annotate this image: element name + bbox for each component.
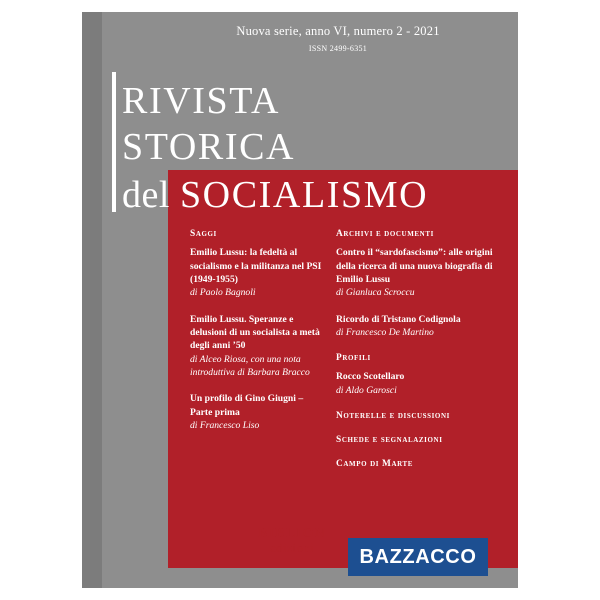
publisher-logo	[232, 526, 352, 555]
list-item	[190, 246, 322, 299]
masthead-del: del	[122, 174, 180, 216]
section-heading-schede: Schede e segnalazioni	[336, 435, 443, 446]
masthead	[122, 78, 522, 218]
entry-title: Rocco Scotellaro	[336, 371, 405, 383]
list-item	[336, 370, 496, 397]
contents-left-column	[190, 228, 322, 445]
cover-left-strip	[82, 12, 102, 588]
contents-right-column	[336, 228, 496, 483]
bazzacco-label: BAZZACCO	[359, 545, 477, 568]
section-heading-campo-di-marte: Campo di Marte	[336, 459, 414, 470]
publisher-subtitle: edizioni	[270, 541, 314, 555]
list-item	[190, 392, 322, 432]
section-heading-archivi: Archivi e documenti	[336, 229, 434, 239]
masthead-rule	[112, 72, 116, 212]
entry-author: di Alceo Riosa, con una nota introduttiva di Barbara Bracco	[190, 353, 310, 379]
list-item	[336, 313, 496, 340]
section-heading-profili: Profili	[336, 353, 371, 364]
list-item	[190, 313, 322, 380]
entry-title: Contro il “sardofascismo”: alle origini della ricerca di una nuova biografia di Emilio Lussu	[336, 247, 493, 286]
masthead-line-2: STORICA	[122, 126, 296, 168]
bazzacco-badge	[348, 538, 488, 576]
entry-title: Emilio Lussu. Speranze e delusioni di un socialista a metà degli anni ’50	[190, 313, 320, 352]
entry-title: Emilio Lussu: la fedeltà al socialismo e la militanza nel PSI (1949-1955)	[190, 247, 322, 286]
masthead-line-1: RIVISTA	[122, 80, 281, 122]
entry-author: di Francesco De Martino	[336, 327, 434, 339]
entry-title: Un profilo di Gino Giugni – Parte prima	[190, 393, 304, 418]
entry-author: di Paolo Bagnoli	[190, 287, 256, 299]
entry-author: di Gianluca Scroccu	[336, 287, 415, 299]
issue-line: Nuova serie, anno VI, numero 2 - 2021	[236, 24, 440, 38]
entry-author: di Aldo Garosci	[336, 384, 397, 396]
masthead-socialismo: SOCIALISMO	[179, 174, 429, 216]
entry-author: di Francesco Liso	[190, 420, 260, 432]
list-item	[336, 246, 496, 299]
section-heading-saggi: Saggi	[190, 229, 217, 239]
issn-line: ISSN 2499-6351	[308, 44, 368, 53]
entry-title: Ricordo di Tristano Codignola	[336, 313, 461, 325]
masthead-line-3	[122, 172, 522, 218]
publisher-name: BIBLION	[257, 526, 327, 541]
section-heading-noterelle: Noterelle e discussioni	[336, 411, 450, 422]
